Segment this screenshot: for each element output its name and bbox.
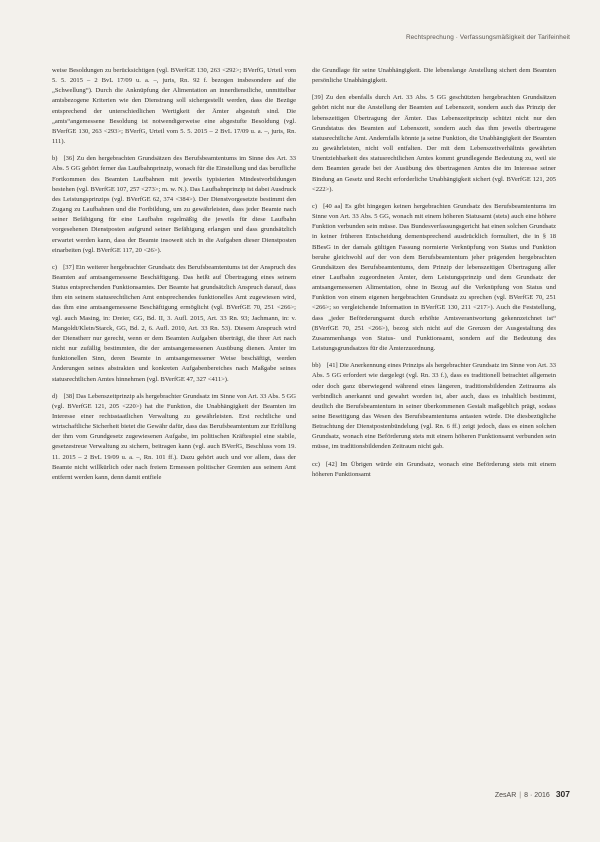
paragraph	[312, 66, 556, 86]
paragraph-text: [38] Das Lebenszeitprinzip als hergebrachter Grundsatz im Sinne von Art. 33 Abs. 5 GG (vgl. BVerfGE 121, 205 <220>) hat die Funktion, die Unabhängigkeit der Beamten im Interesse einer rechtsstaatlichen Verwaltung zu gewährleisten. Erst rechtliche und wirtschaftliche Sicherheit bietet die Gewähr dafür, dass das Berufsbeamtentum zur Erfüllung der ihm vom Grundgesetz zugewiesenen Aufgabe, im politischen Kräftespiel eine stabile, gesetzestreue Verwaltung zu sichern, beitragen kann (vgl. auch BVerfG, Beschluss vom 19. 11. 2015 – 2 BvL 19/09 u. a. –, Rn. 101 ff.). Dazu gehört auch und vor allem, dass der Beamte nicht willkürlich oder nach freiem Ermessen politischer Gremien aus seinem Amt entfernt werden kann, denn damit entfiele	[52, 392, 296, 481]
paragraph-label: c)	[52, 263, 58, 271]
paragraph	[312, 460, 556, 480]
paragraph-text: die Grundlage für seine Unabhängigkeit. Die lebenslange Anstellung sichert dem Beamten persönliche Unabhängigkeit.	[312, 67, 556, 85]
paragraph	[52, 154, 296, 256]
paragraph-label: bb)	[312, 362, 321, 370]
paragraph-label: d)	[52, 392, 58, 400]
paragraph-label: b)	[52, 155, 58, 163]
footer-separator: |	[519, 792, 522, 799]
paragraph	[312, 202, 556, 354]
issue-label: 8 · 2016	[524, 792, 550, 799]
journal-name: ZesAR	[494, 792, 517, 799]
left-column	[52, 66, 296, 490]
paragraph	[312, 93, 556, 195]
paragraph-label: cc)	[312, 460, 320, 468]
paragraph-text: [40 aa] Es gibt hingegen keinen hergebrachten Grundsatz des Berufsbeamtentums im Sinne von Art. 33 Abs. 5 GG, wonach mit einem höheren Statusamt (stets) auch eine höhere Funktion verbunden sein müsse. Das Bundesverfassungsgericht hat einen solchen Grundsatz in keiner früheren Entscheidung dementsprechend ausdrücklich formuliert, die in § 18 BBesG in der damals gültigen Fassung normierte Verknüpfung von Status und Funktion beruhe gleichwohl auf der von dem Berufsbeamtentum jeher prägenden hergebrachten Grundsätzen des Berufsbeamtentums, dem Prinzip der lebenszeitigen Übertragung aller einer Laufbahn zugeordneten Ämter, dem Leistungsprinzip und dem Grundsatz der amtsangemessenen Alimentation, ohne in Bezug auf die Verknüpfung von Status und Funktion von einem eigenen hergebrachten Grundsatz zu sprechen (vgl. BVerfGE 70, 251 <266>; so vergleichende Information in BVerfGE 130, 211 <217>). Auch die Feststellung, dass „jeder Beförderungsamt durch erhöhte Amtsverantwortung gekennzeichnet ist“ (BVerfGE 70, 251 <266>), bezog sich nicht auf die Grenzen der Ausgestaltung des Zusammenhangs von Status- und Funktionsamt, sondern auf die Bedeutung des Leistungsgrundsatzes für die Ämterzuordnung.	[312, 202, 556, 353]
paragraph	[312, 361, 556, 452]
paragraph	[52, 392, 296, 483]
page-footer	[495, 789, 570, 799]
page-number: 307	[555, 789, 570, 799]
paragraph-text: [42] Im Übrigen würde ein Grundsatz, wonach eine Beförderung stets mit einem höheren Funktionsamt	[312, 460, 556, 478]
right-column	[312, 66, 556, 487]
paragraph-label: c)	[312, 202, 318, 210]
paragraph-text: [41] Die Anerkennung eines Prinzips als hergebrachter Grundsatz im Sinne von Art. 33 Abs. 5 GG erfordert wie dargelegt (vgl. Rn. 33 f.), dass es traditionell betrachtet allgemein oder doch ganz überwiegend während eines längeren, traditionsbildenden Zeitraums als verbindlich anerkannt und gewahrt worden ist, aber auch, dass es inhaltlich bestimmt, deutlich die Berufsbeamtentum in seiner überkommenen Gestalt maßgeblich prägt, sodass seine Beseitigung das Wesen des Berufsbeamtentums antasten würde. Die diesbezügliche Betrachtung der Dienstpostenbündelung (vgl. Rn. 6 ff.) zeigt jedoch, dass es einen solchen Grundsatz, wonach eine Beförderung stets mit einem höheren Funktionsamt verbunden sein müsse, im traditionsbildenden Zeitraum nicht gab.	[312, 362, 556, 451]
paragraph-text: [37] Ein weiterer hergebrachter Grundsatz des Berufsbeamtentums ist der Anspruch des Beamten auf amtsangemessene Beschäftigung. Das heißt auf Übertragung eines seinem Status entsprechenden Funktionsamtes. Der Beamte hat grundsätzlich Anspruch darauf, dass ihm ein seinem statusrechtlichen Amt entsprechendes funktionelles Amt zugewiesen wird, das ihm eine amtsangemessene Beschäftigung ermöglicht (vgl. BVerfGE 70, 251 <266>; vgl. auch Masing, in: Dreier, GG, Bd. II, 3. Aufl. 2015, Art. 33 Rn. 93; Jachmann, in: v. Mangoldt/Klein/Starck, GG, Bd. 2, 6. Aufl. 2010, Art. 33 Rn. 53). Diesem Anspruch wird der Dienstherr nur gerecht, wenn er dem Beamten Aufgaben überträgt, die ihrer Art nach nicht nur zufällig bestimmten, die der amtsangemessenen Ausübung dienen. Ämter im funktionellen Sinn, deren Beamte in amtsangemessener Weise beschäftigt, werden Änderungen seines abstrakten und konkreten Aufgabenbereiches nach Maßgabe seines statusrechtlichen Amtes hinnehmen (vgl. BVerfGE 47, 327 <411>).	[52, 263, 296, 383]
paragraph	[52, 263, 296, 385]
paragraph-text: [39] Zu den ebenfalls durch Art. 33 Abs. 5 GG geschützten hergebrachten Grundsätzen gehört nicht nur die Anstellung der Beamten auf Lebenszeit, sondern auch das Prinzip der lebenszeitigen Übertragung der Ämter. Das Lebenszeitprinzip schützt nicht nur den Grundstatus des Beamten auf Lebenszeit, sondern auch das ihm jeweils übertragene statusrechtliche Amt. Andernfalls könnte ja seine Funktion, die Unabhängigkeit der Beamten zu gewährleisten, nicht voll entfalten. Der mit dem Lebenszeitverhältnis gewährten Unentziehbarkeit des statusrechtlichen Amtes kommt grundlegende Bedeutung zu, weil sie dem Beamten gerade bei der Ausübung des übertragenen Amtes die im Interesse seiner Bindung an Gesetz und Recht erforderliche Unabhängigkeit sichert (vgl. BVerfGE 121, 205 <222>).	[312, 94, 556, 193]
paragraph-text: [36] Zu den hergebrachten Grundsätzen des Berufsbeamtentums im Sinne des Art. 33 Abs. 5 GG gehört ferner das Laufbahnprinzip, wonach für die Einstellung und das berufliche Fortkommen des Beamten Laufbahnen mit jeweils typisierten Mindestvorbildungen bestehen (vgl. BVerfGE 107, 257 <273>; m. w. N.). Das Laufbahnprinzip ist dabei Ausdruck des Leistungsprinzips (vgl. BVerfGE 62, 374 <384>). Der Dienstvorgesetzte bestimmt den Zugang zu Laufbahnen und die Fortbildung, um zu gewährleisten, dass jeder Beamte nach seiner Befähigung für eine Laufbahn regelmäßig die jeweils für diese Laufbahn vorgesehenen Dienstposten aufgrund seiner Befähigung erlangen und dass grundsätzlich erwartet werden kann, dass der Beamte insoweit sich in die Aufgaben dieser Dienstposten einarbeiten (vgl. BVerfGE 117, 20 <26>).	[52, 155, 296, 254]
running-head: Rechtsprechung · Verfassungsmäßigkeit der Tarifeinheit	[405, 34, 570, 41]
paragraph-text: weise Besoldungen zu berücksichtigen (vgl. BVerfGE 130, 263 <292>; BVerfG, Urteil vom 5. 5. 2015 – 2 BvL 17/09 u. a. –, juris, Rn. 92 f. bezogen insbesondere auf die „Schwellung“). Durch die Anknüpfung der Alimentation an innerdienstliche, unmittelbar amtsbezogene Kriterien wie den Dienstrang soll sichergestellt werden, dass die Bezüge entsprechend der unterschiedlichen Wertigkeit der Ämter abgestuft sind. Die „amts“angemessene Besoldung ist notwendigerweise eine abgestufte Besoldung (vgl. BVerfGE 130, 263 <293>; BVerfG, Urteil vom 5. 5. 2015 – 2 BvL 17/09 u. a. –, juris, Rn. 111).	[52, 67, 296, 146]
paragraph	[52, 66, 296, 147]
